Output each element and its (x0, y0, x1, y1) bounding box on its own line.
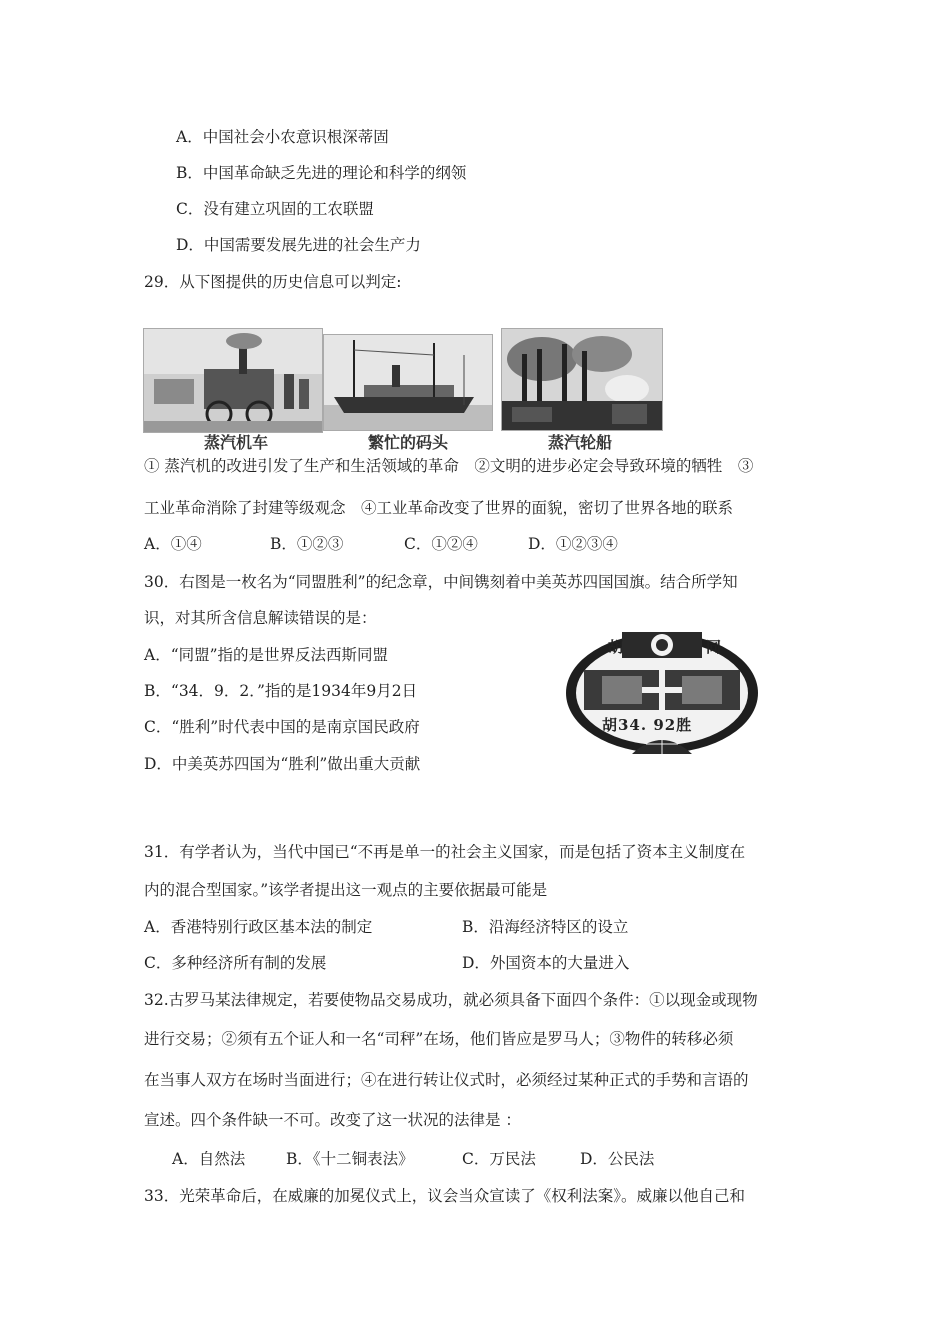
q32-stem-line3: 在当事人双方在场时当面进行；④在进行转让仪式时，必须经过某种正式的手势和言语的 (144, 1071, 749, 1089)
q29-option-b: B．①②③ (270, 535, 344, 553)
medal-text-top-right: 同 (706, 638, 722, 656)
steamship-factory-photo (501, 328, 663, 431)
q30-option-d: D．中美英苏四国为“胜利”做出重大贡献 (144, 755, 421, 773)
medal-text-top-left: 胡 (608, 638, 624, 656)
q32-option-b: B．《十二铜表法》 (286, 1150, 414, 1168)
steam-locomotive-photo (143, 328, 323, 433)
q29-option-c: C．①②④ (404, 535, 478, 553)
q28-option-b: B．中国革命缺乏先进的理论和科学的纲领 (176, 164, 467, 182)
busy-dock-photo (323, 334, 493, 431)
q32-stem-line2: 进行交易；②须有五个证人和一名“司秤”在场，他们皆应是罗马人；③物件的转移必须 (144, 1030, 734, 1048)
q31-stem-line2: 内的混合型国家。”该学者提出这一观点的主要依据最可能是 (144, 881, 548, 899)
q28-option-c: C．没有建立巩固的工农联盟 (176, 200, 374, 218)
q31-option-a: A．香港特别行政区基本法的制定 (144, 918, 373, 936)
q29-statement-line2: 工业革命消除了封建等级观念 ④工业革命改变了世界的面貌，密切了世界各地的联系 (144, 499, 734, 517)
q32-option-c: C．万民法 (462, 1150, 536, 1168)
q33-stem-line1: 33．光荣革命后，在威廉的加冕仪式上，议会当众宣读了《权利法案》。威廉以他自己和 (144, 1187, 745, 1205)
q31-option-c: C．多种经济所有制的发展 (144, 954, 327, 972)
q30-stem-line2: 识，对其所含信息解读错误的是： (144, 609, 377, 627)
q29-stem: 29．从下图提供的历史信息可以判定: (144, 273, 402, 291)
q28-option-d: D．中国需要发展先进的社会生产力 (176, 236, 421, 254)
q31-option-d: D．外国资本的大量进入 (462, 954, 630, 972)
q29-option-d: D．①②③④ (528, 535, 618, 553)
q32-option-d: D．公民法 (580, 1150, 655, 1168)
caption-steam-locomotive: 蒸汽机车 (203, 433, 268, 452)
q31-option-b: B．沿海经济特区的设立 (462, 918, 629, 936)
q29-option-a: A．①④ (144, 535, 202, 553)
q30-stem-line1: 30．右图是一枚名为“同盟胜利”的纪念章，中间镌刻着中美英苏四国国旗。结合所学知 (144, 573, 738, 591)
q29-statement-line1: ① 蒸汽机的改进引发了生产和生活领域的革命 ②文明的进步必定会导致环境的牺牲 ③ (144, 457, 754, 475)
q32-option-a: A．自然法 (172, 1150, 246, 1168)
caption-steamship: 蒸汽轮船 (547, 433, 612, 452)
q30-option-c: C．“胜利”时代表中国的是南京国民政府 (144, 718, 420, 736)
alliance-victory-medal (562, 626, 762, 756)
q31-stem-line1: 31．有学者认为，当代中国已“不再是单一的社会主义国家，而是包括了资本主义制度在 (144, 843, 746, 861)
q32-stem-line1: 32.古罗马某法律规定，若要使物品交易成功，就必须具备下面四个条件：①以现金或现物 (144, 991, 758, 1009)
caption-busy-dock: 繁忙的码头 (367, 433, 448, 452)
q30-option-a: A．“同盟”指的是世界反法西斯同盟 (144, 646, 389, 664)
q32-stem-line4: 宣述。四个条件缺一不可。改变了这一状况的法律是 ： (144, 1111, 521, 1129)
q28-option-a: A．中国社会小农意识根深蒂固 (176, 128, 389, 146)
medal-text-bottom: 胡34. 92胜 (602, 716, 693, 734)
q30-option-b: B．“34．9．2．”指的是1934年9月2日 (144, 682, 418, 700)
